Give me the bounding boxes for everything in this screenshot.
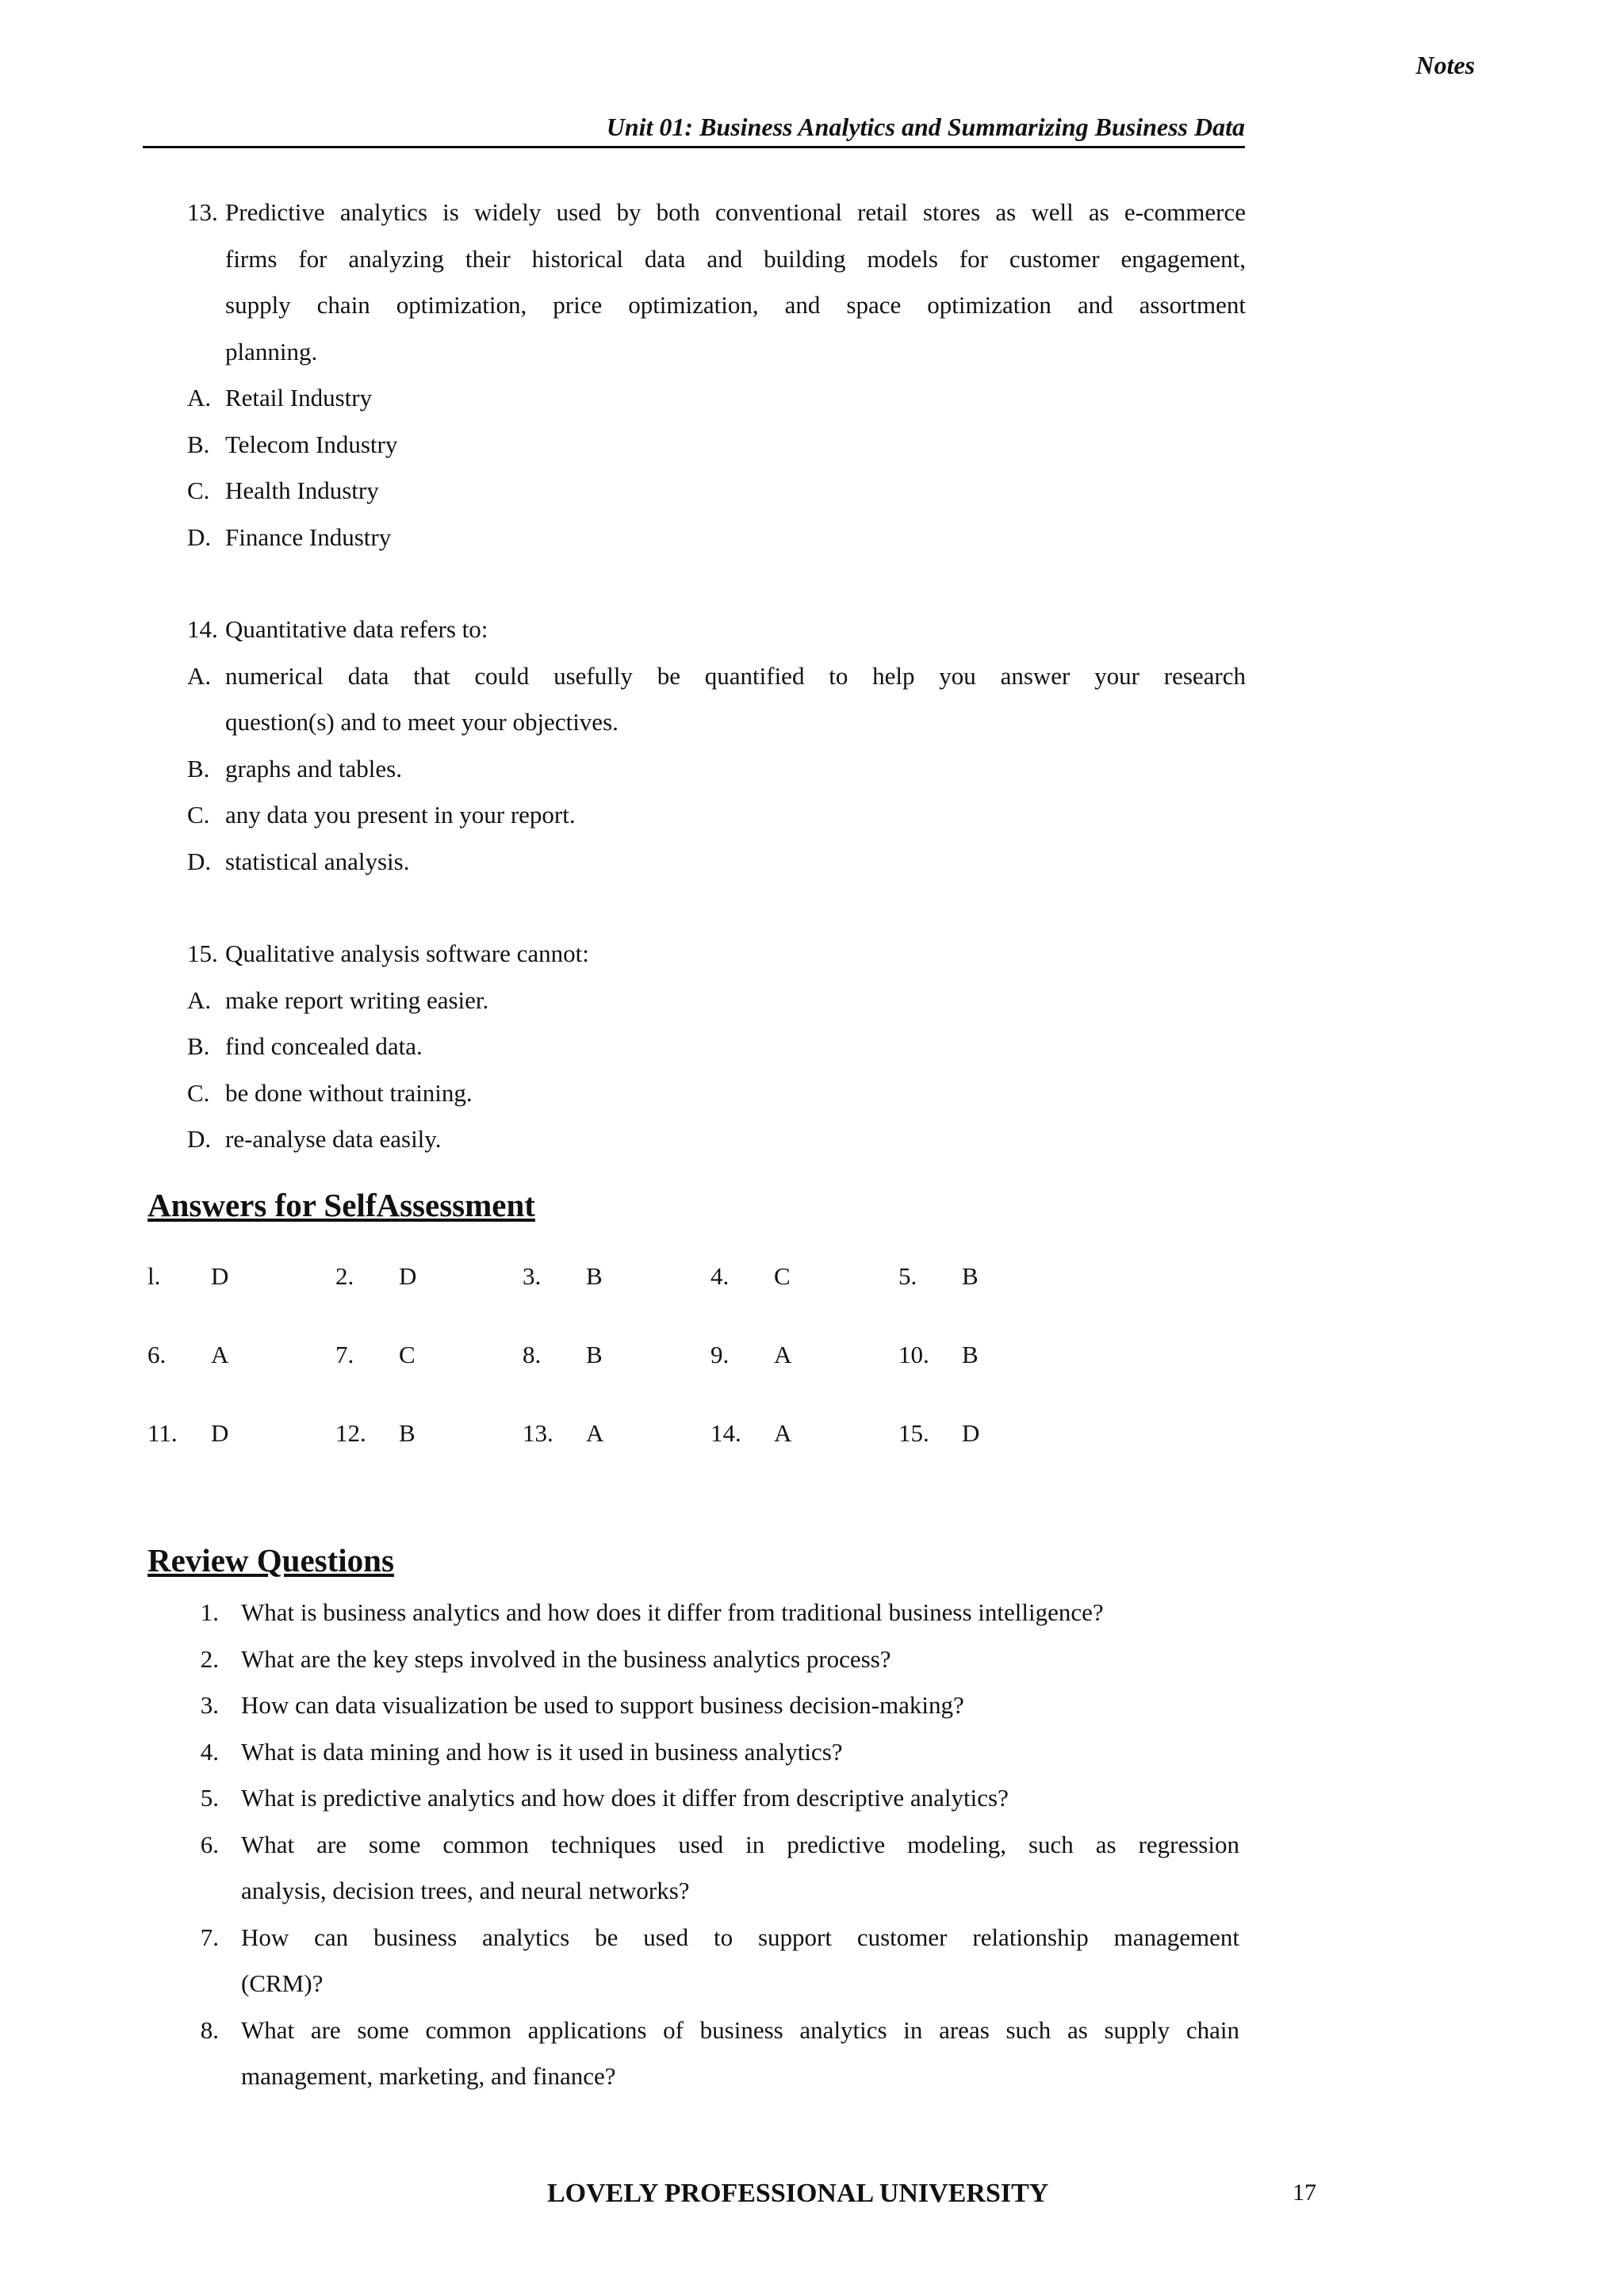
answers-heading: Answers for SelfAssessment	[147, 1187, 535, 1223]
review-question	[181, 1597, 1246, 1628]
question-option-number: B.	[187, 754, 210, 783]
answer-letter: A	[211, 1341, 229, 1368]
answer-number: 7.	[335, 1341, 354, 1368]
question-option	[187, 1123, 1246, 1155]
question-option	[187, 522, 1246, 553]
answer-letter: A	[774, 1341, 792, 1368]
question-option-text: re-analyse data easily.	[225, 1125, 442, 1153]
review-heading: Review Questions	[147, 1542, 394, 1578]
review-question-text: How can business analytics be used to support customer relationship management	[241, 1923, 1239, 1951]
review-question-text: analysis, decision trees, and neural networks?	[241, 1877, 690, 1904]
answer-letter: A	[774, 1419, 792, 1447]
review-question-text: management, marketing, and finance?	[241, 2062, 616, 2090]
question-stem-number: 15.	[187, 939, 218, 967]
answer-letter: B	[399, 1419, 416, 1447]
question-option	[187, 753, 1246, 785]
question-option-text: graphs and tables.	[225, 754, 402, 783]
question-stem	[187, 197, 1246, 228]
question-stem-text: supply chain optimization, price optimization, and space optimization and assortment	[225, 291, 1246, 319]
question-option-number: C.	[187, 476, 210, 504]
answer-number: 9.	[710, 1341, 730, 1368]
question-option-number: D.	[187, 847, 212, 875]
review-question	[181, 1644, 1246, 1675]
question-option-number: D.	[187, 522, 212, 551]
question-option-number: B.	[187, 430, 210, 458]
question-option-number: C.	[187, 1078, 210, 1107]
review-question	[181, 1829, 1246, 1861]
answer-letter: D	[399, 1262, 417, 1290]
answer-number: 15.	[898, 1419, 929, 1447]
review-question	[181, 1875, 1246, 1907]
question-stem	[187, 938, 1246, 970]
question-stem-number: 14.	[187, 615, 218, 643]
question-option-text: find concealed data.	[225, 1032, 423, 1060]
answer-letter: D	[211, 1262, 229, 1290]
review-question-number: 7.	[200, 1923, 219, 1951]
question-stem-text: planning.	[225, 337, 318, 365]
question-stem-text: firms for analyzing their historical data and building models for customer engagement,	[225, 244, 1246, 273]
question-option	[187, 660, 1246, 692]
question-option-text: any data you present in your report.	[225, 801, 576, 828]
question-option-text: question(s) and to meet your objectives.	[225, 708, 619, 736]
question-option-number: A.	[187, 661, 212, 690]
answer-number: 12.	[335, 1419, 366, 1447]
question-option-text: Telecom Industry	[225, 430, 398, 458]
question-option	[187, 429, 1246, 461]
question-option-number: A.	[187, 384, 212, 411]
review-question-text: What are some common techniques used in predictive modeling, such as regression	[241, 1830, 1239, 1858]
answer-number: 4.	[710, 1262, 730, 1290]
answer-letter: D	[962, 1419, 980, 1447]
question-option	[187, 382, 1246, 414]
footer-university: LOVELY PROFESSIONAL UNIVERSITY	[547, 2179, 1049, 2208]
answer-number: 14.	[710, 1419, 741, 1447]
review-question-text: What are the key steps involved in the business analytics process?	[241, 1644, 891, 1673]
question-option-text: Finance Industry	[225, 522, 392, 551]
review-question-number: 8.	[200, 2015, 219, 2044]
question-stem-text: Quantitative data refers to:	[225, 615, 488, 643]
review-question	[181, 1736, 1246, 1768]
answer-letter: B	[962, 1341, 979, 1368]
review-question-number: 4.	[200, 1737, 219, 1766]
review-question	[181, 1968, 1246, 1999]
answer-number: 8.	[523, 1341, 542, 1368]
answer-letter: B	[586, 1262, 603, 1290]
review-question	[181, 1782, 1246, 1814]
review-question	[181, 1922, 1246, 1954]
notes-label: Notes	[1415, 51, 1475, 79]
question-option-number: B.	[187, 1032, 210, 1060]
review-question-text: What is predictive analytics and how does it differ from descriptive analytics?	[241, 1784, 1009, 1812]
review-question	[181, 2015, 1246, 2046]
review-question-number: 5.	[200, 1784, 219, 1812]
question-stem	[187, 336, 1246, 368]
question-option-text: be done without training.	[225, 1078, 473, 1107]
review-question-text: (CRM)?	[241, 1969, 324, 1997]
answer-number: 2.	[335, 1262, 354, 1290]
question-option-number: A.	[187, 985, 212, 1014]
answer-number: l.	[147, 1262, 161, 1290]
answer-letter: B	[586, 1341, 603, 1368]
question-option	[187, 1077, 1246, 1109]
question-option-text: numerical data that could usefully be quantified to help you answer your research	[225, 661, 1246, 690]
answer-number: 11.	[147, 1419, 178, 1447]
question-option-number: D.	[187, 1125, 212, 1153]
answer-number: 6.	[147, 1341, 167, 1368]
answer-letter: C	[774, 1262, 791, 1290]
unit-title: Unit 01: Business Analytics and Summarizing Business Data	[606, 113, 1245, 141]
answer-number: 3.	[523, 1262, 542, 1290]
question-option	[187, 846, 1246, 878]
question-option	[187, 985, 1246, 1016]
question-option-text: statistical analysis.	[225, 847, 410, 875]
question-option	[187, 706, 1246, 738]
review-question-text: What are some common applications of business analytics in areas such as supply chain	[241, 2015, 1239, 2044]
question-option-number: C.	[187, 801, 210, 828]
question-option-text: Health Industry	[225, 476, 379, 504]
question-option	[187, 1031, 1246, 1062]
question-stem	[187, 243, 1246, 275]
question-stem-text: Qualitative analysis software cannot:	[225, 939, 589, 967]
question-stem-number: 13.	[187, 198, 218, 226]
header-rule	[143, 146, 1245, 148]
answer-letter: C	[399, 1341, 416, 1368]
question-option-text: make report writing easier.	[225, 985, 489, 1014]
review-question	[181, 1689, 1246, 1721]
answer-number: 5.	[898, 1262, 917, 1290]
review-question	[181, 2061, 1246, 2092]
question-option-text: Retail Industry	[225, 384, 373, 411]
review-question-text: How can data visualization be used to support business decision-making?	[241, 1691, 964, 1719]
review-question-number: 1.	[200, 1598, 219, 1626]
answer-letter: A	[586, 1419, 604, 1447]
question-option	[187, 475, 1246, 507]
answer-number: 10.	[898, 1341, 929, 1368]
answer-letter: B	[962, 1262, 979, 1290]
review-question-text: What is business analytics and how does it differ from traditional business intelligence?	[241, 1598, 1104, 1626]
question-stem	[187, 289, 1246, 321]
question-stem	[187, 614, 1246, 645]
question-stem-text: Predictive analytics is widely used by both conventional retail stores as well as e-commerce	[225, 198, 1246, 226]
review-question-number: 6.	[200, 1830, 219, 1858]
review-question-number: 3.	[200, 1691, 219, 1719]
review-question-text: What is data mining and how is it used in business analytics?	[241, 1737, 843, 1766]
page-number: 17	[1293, 2179, 1316, 2206]
review-question-number: 2.	[200, 1644, 219, 1673]
answer-number: 13.	[523, 1419, 553, 1447]
question-option	[187, 799, 1246, 831]
answer-letter: D	[211, 1419, 229, 1447]
